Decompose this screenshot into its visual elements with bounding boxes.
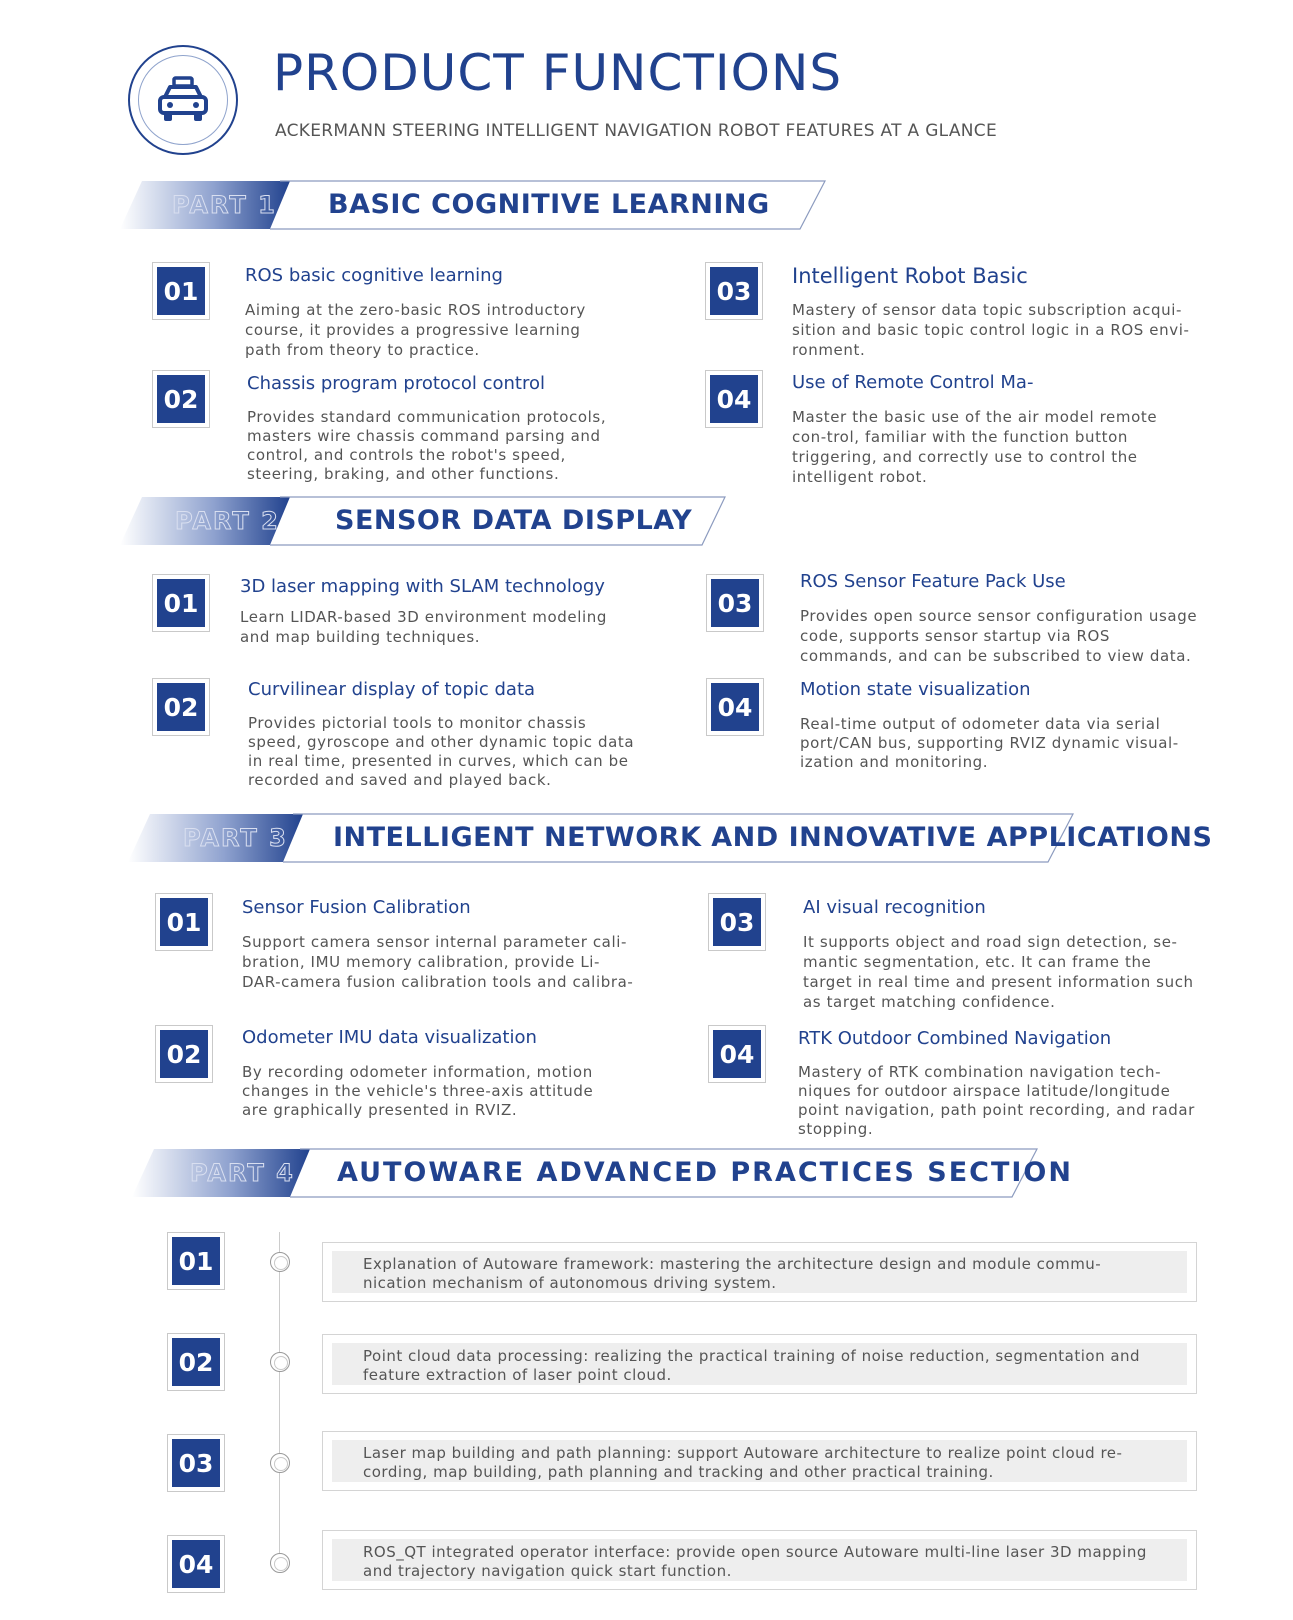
part-4-item-3-desc: Laser map building and path planning: support Autoware architecture to realize point cloud re-cording, map building, path planning and tracking and other practical training.	[363, 1444, 1123, 1481]
part-2-item-4-number: 04	[706, 678, 764, 736]
part-3-item-4-desc: Mastery of RTK combination navigation tech-niques for outdoor airspace latitude/longitude point navigation, path point recording, and radar stopping.	[798, 1063, 1195, 1138]
part-1-item-4-desc: Master the basic use of the air model remote con-trol, familiar with the function button triggering, and correctly use to control the intelligent robot.	[792, 408, 1158, 486]
part-2-item-2-desc: Provides pictorial tools to monitor chassis speed, gyroscope and other dynamic topic data in real time, presented in curves, which can be recorded and saved and played back.	[248, 714, 635, 789]
part-1-item-3-title: Intelligent Robot Basic	[792, 264, 1028, 288]
part-4-label: PART 4	[190, 1159, 295, 1187]
part-3-item-2-title: Odometer IMU data visualization	[242, 1027, 537, 1048]
part-2-item-2-title: Curvilinear display of topic data	[248, 679, 536, 700]
part-3-item-1-title: Sensor Fusion Calibration	[242, 897, 471, 918]
part-3-item-2-desc: By recording odometer information, motion changes in the vehicle's three-axis attitude are graphically presented in RVIZ.	[242, 1063, 594, 1119]
car-icon	[155, 75, 211, 125]
part-4-item-1-desc: Explanation of Autoware framework: mastering the architecture design and module commu-nication mechanism of autonomous driving system.	[363, 1255, 1102, 1292]
part-2-banner	[120, 497, 740, 547]
part-1-banner	[120, 181, 840, 231]
part-1-item-2-number: 02	[152, 370, 210, 428]
part-2-item-2-number: 02	[152, 678, 210, 736]
part-4-item-4-box	[322, 1530, 1197, 1590]
part-4-item-3-box	[322, 1431, 1197, 1491]
part-1-item-2-desc: Provides standard communication protocols, masters wire chassis command parsing and control, and controls the robot's speed, steering, braking, and other functions.	[247, 408, 607, 483]
part-2-item-3-title: ROS Sensor Feature Pack Use	[800, 571, 1066, 592]
part-4-item-3-number: 03	[167, 1434, 225, 1492]
timeline-dot-2	[270, 1352, 290, 1372]
part-1-item-2-title: Chassis program protocol control	[247, 373, 545, 394]
part-3-item-2-number: 02	[155, 1025, 213, 1083]
part-2-item-1-desc: Learn LIDAR-based 3D environment modeling and map building techniques.	[240, 608, 607, 646]
part-3-item-3-number: 03	[708, 893, 766, 951]
part-1-item-3-desc: Mastery of sensor data topic subscription acqui-sition and basic topic control logic in a ROS envi-ronment.	[792, 301, 1190, 359]
part-2-item-3-desc: Provides open source sensor configuration usage code, supports sensor startup via ROS commands, and can be subscribed to view data.	[800, 607, 1198, 665]
part-1-item-3-number: 03	[705, 262, 763, 320]
part-1-title: BASIC COGNITIVE LEARNING	[328, 189, 770, 220]
part-3-item-3-title: AI visual recognition	[803, 897, 986, 918]
part-2-item-4-desc: Real-time output of odometer data via serial port/CAN bus, supporting RVIZ dynamic visual-ization and monitoring.	[800, 715, 1179, 771]
part-2-title: SENSOR DATA DISPLAY	[335, 505, 693, 536]
part-4-banner	[132, 1149, 1073, 1199]
part-1-item-4-title: Use of Remote Control Ma-	[792, 372, 1034, 393]
part-3-item-1-desc: Support camera sensor internal parameter cali-bration, IMU memory calibration, provide Li-DAR-camera fusion calibration tools and calibra-	[242, 933, 634, 991]
part-3-item-1-number: 01	[155, 893, 213, 951]
part-1-label: PART 1	[172, 191, 277, 219]
part-1-item-1-desc: Aiming at the zero-basic ROS introductory course, it provides a progressive learning path from theory to practice.	[245, 301, 586, 359]
part-4-item-2-number: 02	[167, 1333, 225, 1391]
logo-inner-ring	[138, 55, 228, 145]
page-title: PRODUCT FUNCTIONS	[273, 44, 843, 102]
part-3-item-4-number: 04	[708, 1025, 766, 1083]
part-4-item-4-number: 04	[167, 1535, 225, 1593]
part-1-item-4-number: 04	[705, 370, 763, 428]
part-4-item-2-box	[322, 1334, 1197, 1394]
part-3-banner	[128, 814, 1213, 864]
part-1-item-1-title: ROS basic cognitive learning	[245, 265, 503, 286]
part-3-label: PART 3	[183, 824, 288, 852]
part-3-item-3-desc: It supports object and road sign detection, se-mantic segmentation, etc. It can frame the target in real time and present information such as target matching confidence.	[803, 933, 1194, 1011]
part-4-item-1-box	[322, 1242, 1197, 1302]
timeline-dot-3	[270, 1453, 290, 1473]
logo-badge	[128, 45, 238, 155]
part-3-item-4-title: RTK Outdoor Combined Navigation	[798, 1028, 1112, 1049]
part-1-item-1-number: 01	[152, 262, 210, 320]
page-subtitle: ACKERMANN STEERING INTELLIGENT NAVIGATION ROBOT FEATURES AT A GLANCE	[275, 121, 997, 141]
part-2-label: PART 2	[175, 507, 280, 535]
timeline-line	[279, 1232, 280, 1572]
part-4-item-4-desc: ROS_QT integrated operator interface: provide open source Autoware multi-line laser 3D mapping and trajectory navigation quick start function.	[363, 1543, 1147, 1580]
timeline-dot-4	[270, 1553, 290, 1573]
part-4-item-2-desc: Point cloud data processing: realizing the practical training of noise reduction, segmentation and feature extraction of laser point cloud.	[363, 1347, 1141, 1384]
part-2-item-3-number: 03	[706, 574, 764, 632]
part-2-item-1-title: 3D laser mapping with SLAM technology	[240, 576, 605, 597]
part-3-title: INTELLIGENT NETWORK AND INNOVATIVE APPLICATIONS	[333, 822, 1213, 853]
part-2-item-1-number: 01	[152, 574, 210, 632]
part-4-title: AUTOWARE ADVANCED PRACTICES SECTION	[337, 1157, 1073, 1188]
timeline-dot-1	[270, 1252, 290, 1272]
part-2-item-4-title: Motion state visualization	[800, 679, 1031, 700]
part-4-item-1-number: 01	[167, 1232, 225, 1290]
